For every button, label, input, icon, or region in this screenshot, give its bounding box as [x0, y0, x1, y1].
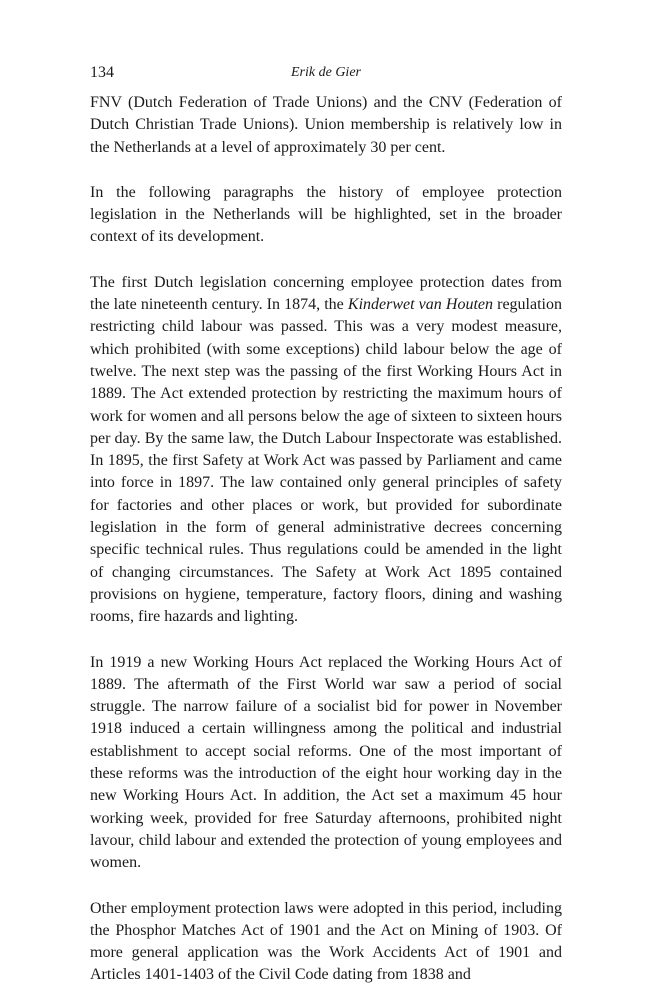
- paragraph-3: [90, 272, 562, 629]
- paragraph-3-text-start: The first Dutch legislation concerning employee protection dates from the late nineteenth century. In 1874, the: [90, 273, 562, 314]
- paragraph-5: Other employment protection laws were adopted in this period, including the Phosphor Matches Act of 1901 and the Act on Mining of 1903. Of more general application was the Work Accidents Act of 1901 and Articles 1401-1403 of the Civil Code dating from 1838 and: [90, 899, 562, 984]
- paragraph-1: FNV (Dutch Federation of Trade Unions) and the CNV (Federation of Dutch Christian Trade Unions). Union membership is relatively low in the Netherlands at a level of approximately 30 per cent.: [90, 94, 562, 156]
- page-header: [90, 62, 562, 84]
- running-head-author: Erik de Gier: [291, 65, 361, 80]
- kinderwet-title: Kinderwet van Houten: [347, 296, 494, 314]
- paragraph-2: In the following paragraphs the history of employee protection legislation in the Netherlands will be highlighted, set in the broader context of its development.: [90, 183, 562, 246]
- document-page: [90, 62, 562, 987]
- page-number: 134: [90, 64, 114, 81]
- paragraph-4: In 1919 a new Working Hours Act replaced the Working Hours Act of 1889. The aftermath of the First World war saw a period of social struggle. The narrow failure of a socialist bid for power in November 1918 induced a certain willingness among the political and industrial establishment to accept social reforms. One of the most important of these reforms was the introduction of the eight hour working day in the new Working Hours Act. In addition, the Act set a maximum 45 hour working week, provided for free Saturday afternoons, prohibited night lavour, child labour and extended the protection of young employees and women.: [90, 653, 562, 872]
- body-text: [90, 92, 562, 987]
- paragraph-3-text-end: regulation restricting child labour was passed. This was a very modest measure, which prohibited (with some exceptions) child labour below the age of twelve. The next step was the passing of the first Working Hours Act in 1889. The Act extended protection by restricting the maximum hours of work for women and all persons below the age of sixteen to sixteen hours per day. By the same law, the Dutch Labour Inspectorate was established. In 1895, the first Safety at Work Act was passed by Parliament and came into force in 1897. The law contained only general principles of safety for factories and other places or work, but provided for subordinate legislation in the form of general administrative decrees concerning specific technical rules. Thus regulations could be amended in the light of changing circumstances. The Safety at Work Act 1895 contained provisions on hygiene, temperature, factory floors, dining and washing rooms, fire hazards and lighting.: [90, 296, 562, 626]
